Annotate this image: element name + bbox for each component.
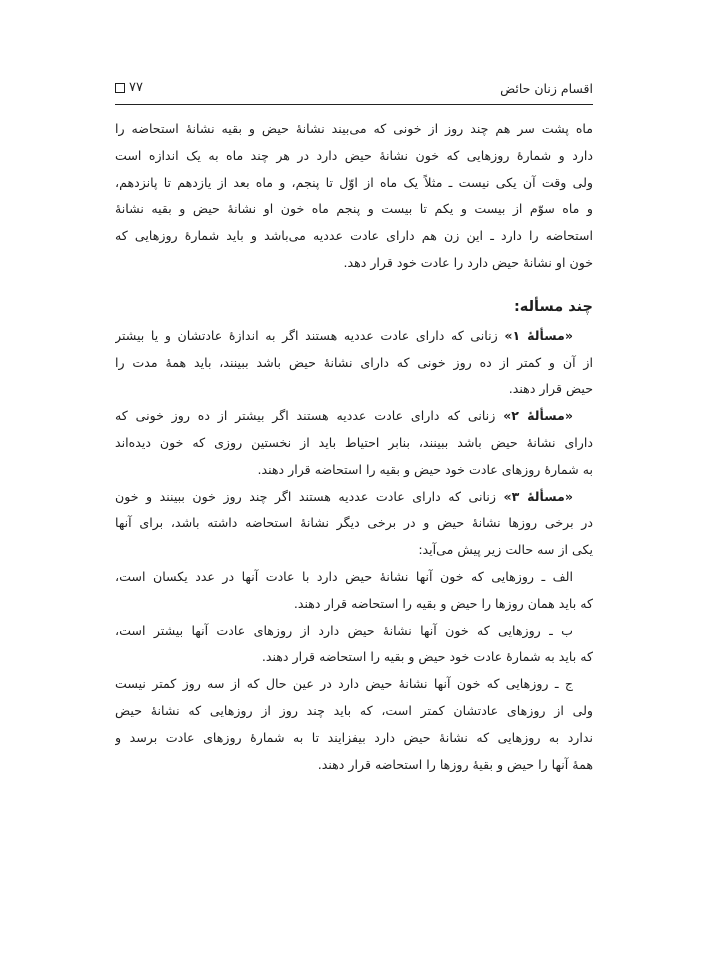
masale-label: «مسألهٔ ۲» bbox=[503, 408, 573, 424]
text-line: حیض قرار دهند. bbox=[508, 381, 593, 397]
header-divider bbox=[115, 104, 593, 105]
text-line: ولی وقت آن یکی نیست ـ مثلاً یک ماه از اوّل تا پنجم، و ماه بعد از یازدهم تا پانزدهم، bbox=[115, 174, 593, 190]
text-line: دارد و شمارهٔ روزهایی که خون نشانهٔ حیض دارد در هر چند ماه به یک اندازه است bbox=[115, 147, 593, 163]
page-number: ۷۷ bbox=[129, 80, 143, 95]
text-line: «مسألهٔ ۳» زنانی که دارای عادت عددیه هستند اگر چند روز خون ببینند و خون bbox=[115, 488, 573, 504]
case-alef bbox=[115, 564, 593, 618]
masale-3 bbox=[115, 484, 593, 564]
text-line: همهٔ آنها را حیض و بقیهٔ روزها را استحاضه قرار دهند. bbox=[317, 756, 593, 772]
masale-label: «مسألهٔ ۳» bbox=[503, 488, 573, 504]
text-line: استحاضه را دارد ـ این زن هم دارای عادت عددیه می‌باشد و باید شمارهٔ روزهایی که bbox=[115, 228, 593, 244]
masale-label: «مسألهٔ ۱» bbox=[504, 327, 573, 343]
text-line: خون او نشانهٔ حیض دارد را عادت خود قرار دهد. bbox=[343, 254, 593, 270]
running-title: اقسام زنان حائض bbox=[500, 81, 593, 96]
text-line: که باید همان روزها را حیض و بقیه را استحاضه قرار دهند. bbox=[293, 595, 593, 611]
text-line: یکی از سه حالت زیر پیش می‌آید: bbox=[418, 542, 593, 558]
text-line: که باید به شمارهٔ عادت خود حیض و بقیه را استحاضه قرار دهند. bbox=[261, 649, 593, 665]
text-line: دارای نشانهٔ حیض باشد ببینند، بنابر احتیاط باید از نخستین روزی که خون دیده‌اند bbox=[115, 434, 593, 450]
case-jim bbox=[115, 671, 593, 778]
section-heading: چند مسأله: bbox=[513, 298, 593, 315]
text-line: ماه پشت سر هم چند روز از خونی که می‌بیند نشانهٔ حیض و بقیه نشانهٔ استحاضه را bbox=[115, 121, 593, 136]
main-text bbox=[115, 116, 593, 778]
page-header bbox=[115, 78, 593, 100]
square-ornament-icon bbox=[115, 83, 125, 93]
page-number-marker bbox=[115, 79, 143, 97]
text-line: «مسألهٔ ۲» زنانی که دارای عادت عددیه هستند اگر بیشتر از ده روز خونی که bbox=[115, 408, 573, 424]
text-line: «مسألهٔ ۱» زنانی که دارای عادت عددیه هستند اگر به اندازهٔ عادتشان و یا بیشتر bbox=[115, 327, 573, 343]
text-line: الف ـ روزهایی که خون آنها نشانهٔ حیض دارد با عادت آنها در عدد یکسان است، bbox=[115, 568, 573, 584]
text-line: ندارد به روزهایی که نشانهٔ حیض دارد بیفزایند تا به شمارهٔ روزهای عادت برسد و bbox=[115, 729, 593, 745]
masale-1 bbox=[115, 323, 593, 403]
text-line: به شمارهٔ روزهای عادت خود حیض و بقیه را استحاضه قرار دهند. bbox=[257, 461, 593, 477]
text-line: در برخی روزها نشانهٔ حیض و در برخی دیگر نشانهٔ استحاضه داشته باشد، برای آنها bbox=[115, 515, 593, 531]
text-line: ب ـ روزهایی که خون آنها نشانهٔ حیض دارد از روزهای عادت آنها بیشتر است، bbox=[115, 622, 573, 638]
intro-paragraph bbox=[115, 116, 593, 277]
text-line: از آن و کمتر از ده روز خونی که دارای نشانهٔ حیض باشد ببینند، باید همهٔ مدت را bbox=[115, 354, 593, 370]
case-be bbox=[115, 618, 593, 672]
text-line: ولی از روزهای عادتشان کمتر است، که باید چند روز از روزهایی که نشانهٔ حیض bbox=[115, 702, 593, 718]
text-line: ج ـ روزهایی که خون آنها نشانهٔ حیض دارد در عین حال که از سه روز کمتر نیست bbox=[115, 676, 573, 692]
masale-2 bbox=[115, 403, 593, 483]
text-line: و ماه سوّم از بیست و یکم تا بیست و پنجم ماه خون او نشانهٔ حیض و بقیه نشانهٔ bbox=[115, 201, 593, 217]
